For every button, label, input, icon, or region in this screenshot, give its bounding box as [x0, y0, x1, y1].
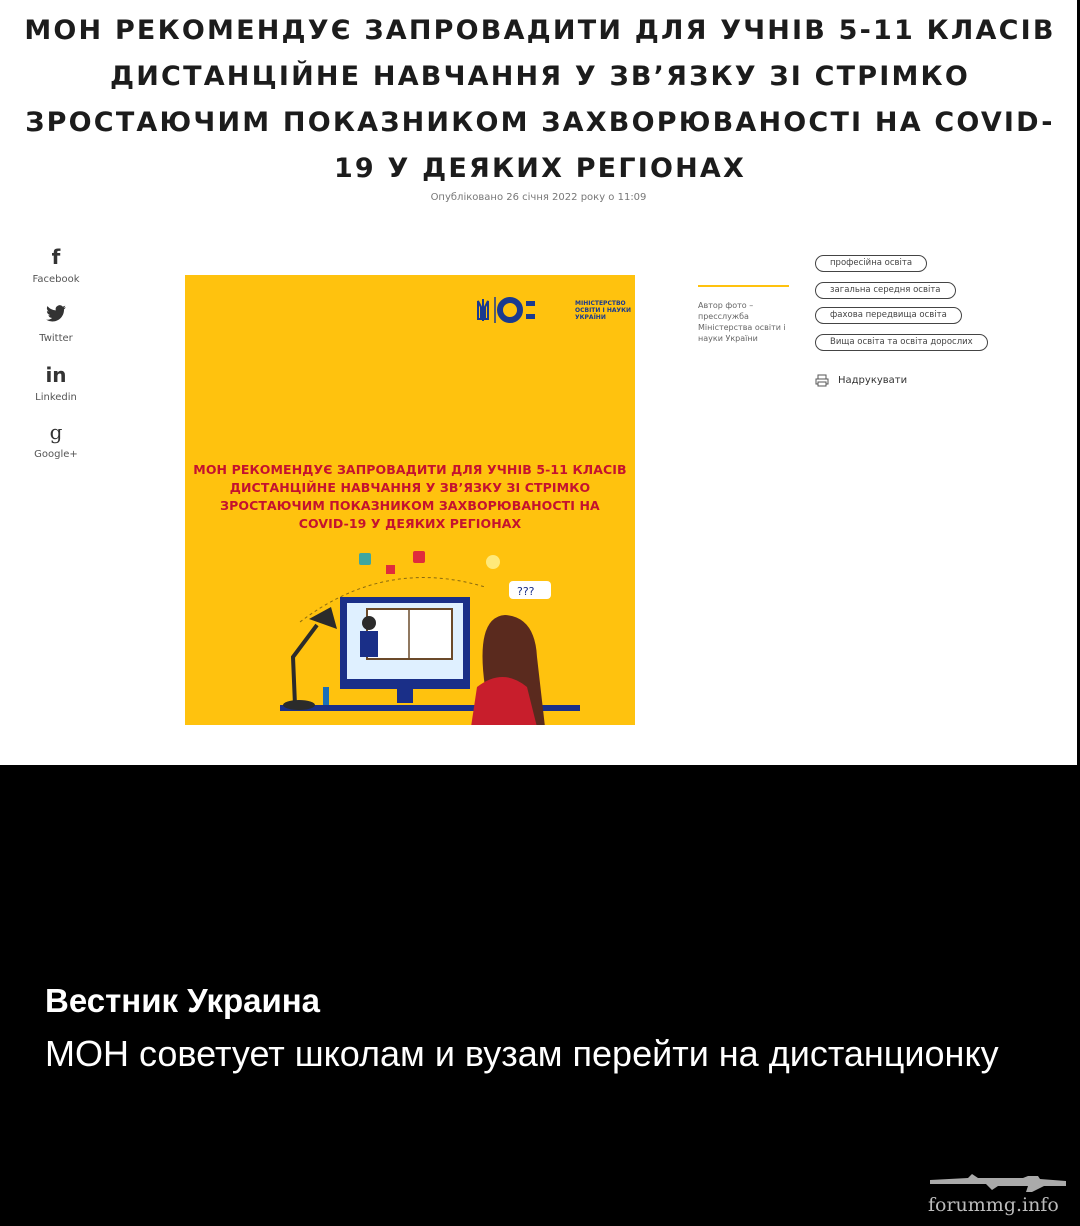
- google-plus-icon: g: [49, 420, 63, 444]
- print-label: Надрукувати: [838, 375, 908, 386]
- question-bubble: ???: [517, 585, 535, 598]
- print-button[interactable]: [815, 374, 907, 387]
- published-date: Опубліковано 26 січня 2022 року о 11:09: [430, 192, 647, 203]
- facebook-icon: f: [51, 245, 61, 269]
- share-linkedin[interactable]: [28, 364, 84, 403]
- linkedin-icon: in: [45, 363, 67, 387]
- twitter-icon: [28, 305, 84, 327]
- printer-icon: [815, 374, 829, 387]
- caption-source: Вестник Украина: [45, 982, 321, 1019]
- tag-higher-adult-education[interactable]: Вища освіта та освіта дорослих: [815, 334, 988, 351]
- photo-credit: Автор фото – пресслужба Міністерства освіти і науки України: [698, 301, 786, 343]
- share-facebook[interactable]: [28, 246, 84, 285]
- ministry-logo-icon: [475, 293, 575, 327]
- tag-professional-education[interactable]: професійна освіта: [815, 255, 927, 272]
- credit-divider: [698, 285, 789, 287]
- share-google-plus-label: Google+: [34, 449, 78, 460]
- watermark: [922, 1170, 1072, 1220]
- hero-title: МОН РЕКОМЕНДУЄ ЗАПРОВАДИТИ ДЛЯ УЧНІВ 5-11 КЛАСІВ ДИСТАНЦІЙНЕ НАВЧАННЯ У ЗВ’ЯЗКУ ЗІ СТРІМКО ЗРОСТАЮЧИМ ПОКАЗНИКОМ ЗАХВОРЮВАНОСТІ НА COVID-19 У ДЕЯКИХ РЕГІОНАХ: [193, 462, 627, 531]
- tag-professional-pre-higher-education[interactable]: фахова передвища освіта: [815, 307, 962, 324]
- share-twitter[interactable]: [28, 305, 84, 344]
- article-headline: МОН РЕКОМЕНДУЄ ЗАПРОВАДИТИ ДЛЯ УЧНІВ 5-11 КЛАСІВ ДИСТАНЦІЙНЕ НАВЧАННЯ У ЗВ’ЯЗКУ ЗІ СТРІМКО ЗРОСТАЮЧИМ ПОКАЗНИКОМ ЗАХВОРЮВАНОСТІ НА COVID-19 У ДЕЯКИХ РЕГІОНАХ: [24, 15, 1056, 184]
- hero-image: [185, 275, 635, 725]
- share-twitter-label: Twitter: [39, 333, 73, 344]
- ministry-name: МІНІСТЕРСТВО ОСВІТИ І НАУКИ УКРАЇНИ: [575, 299, 632, 321]
- ministry-logo: [475, 293, 635, 327]
- tag-general-secondary-education[interactable]: загальна середня освіта: [815, 282, 956, 299]
- rifle-icon: [928, 1170, 1068, 1194]
- share-facebook-label: Facebook: [32, 274, 80, 285]
- hero-illustration: [185, 537, 635, 725]
- share-google-plus[interactable]: [28, 421, 84, 460]
- watermark-text: forummg.info: [928, 1194, 1059, 1216]
- share-linkedin-label: Linkedin: [35, 392, 77, 403]
- caption-text: МОН советует школам и вузам перейти на дистанционку: [45, 1033, 999, 1074]
